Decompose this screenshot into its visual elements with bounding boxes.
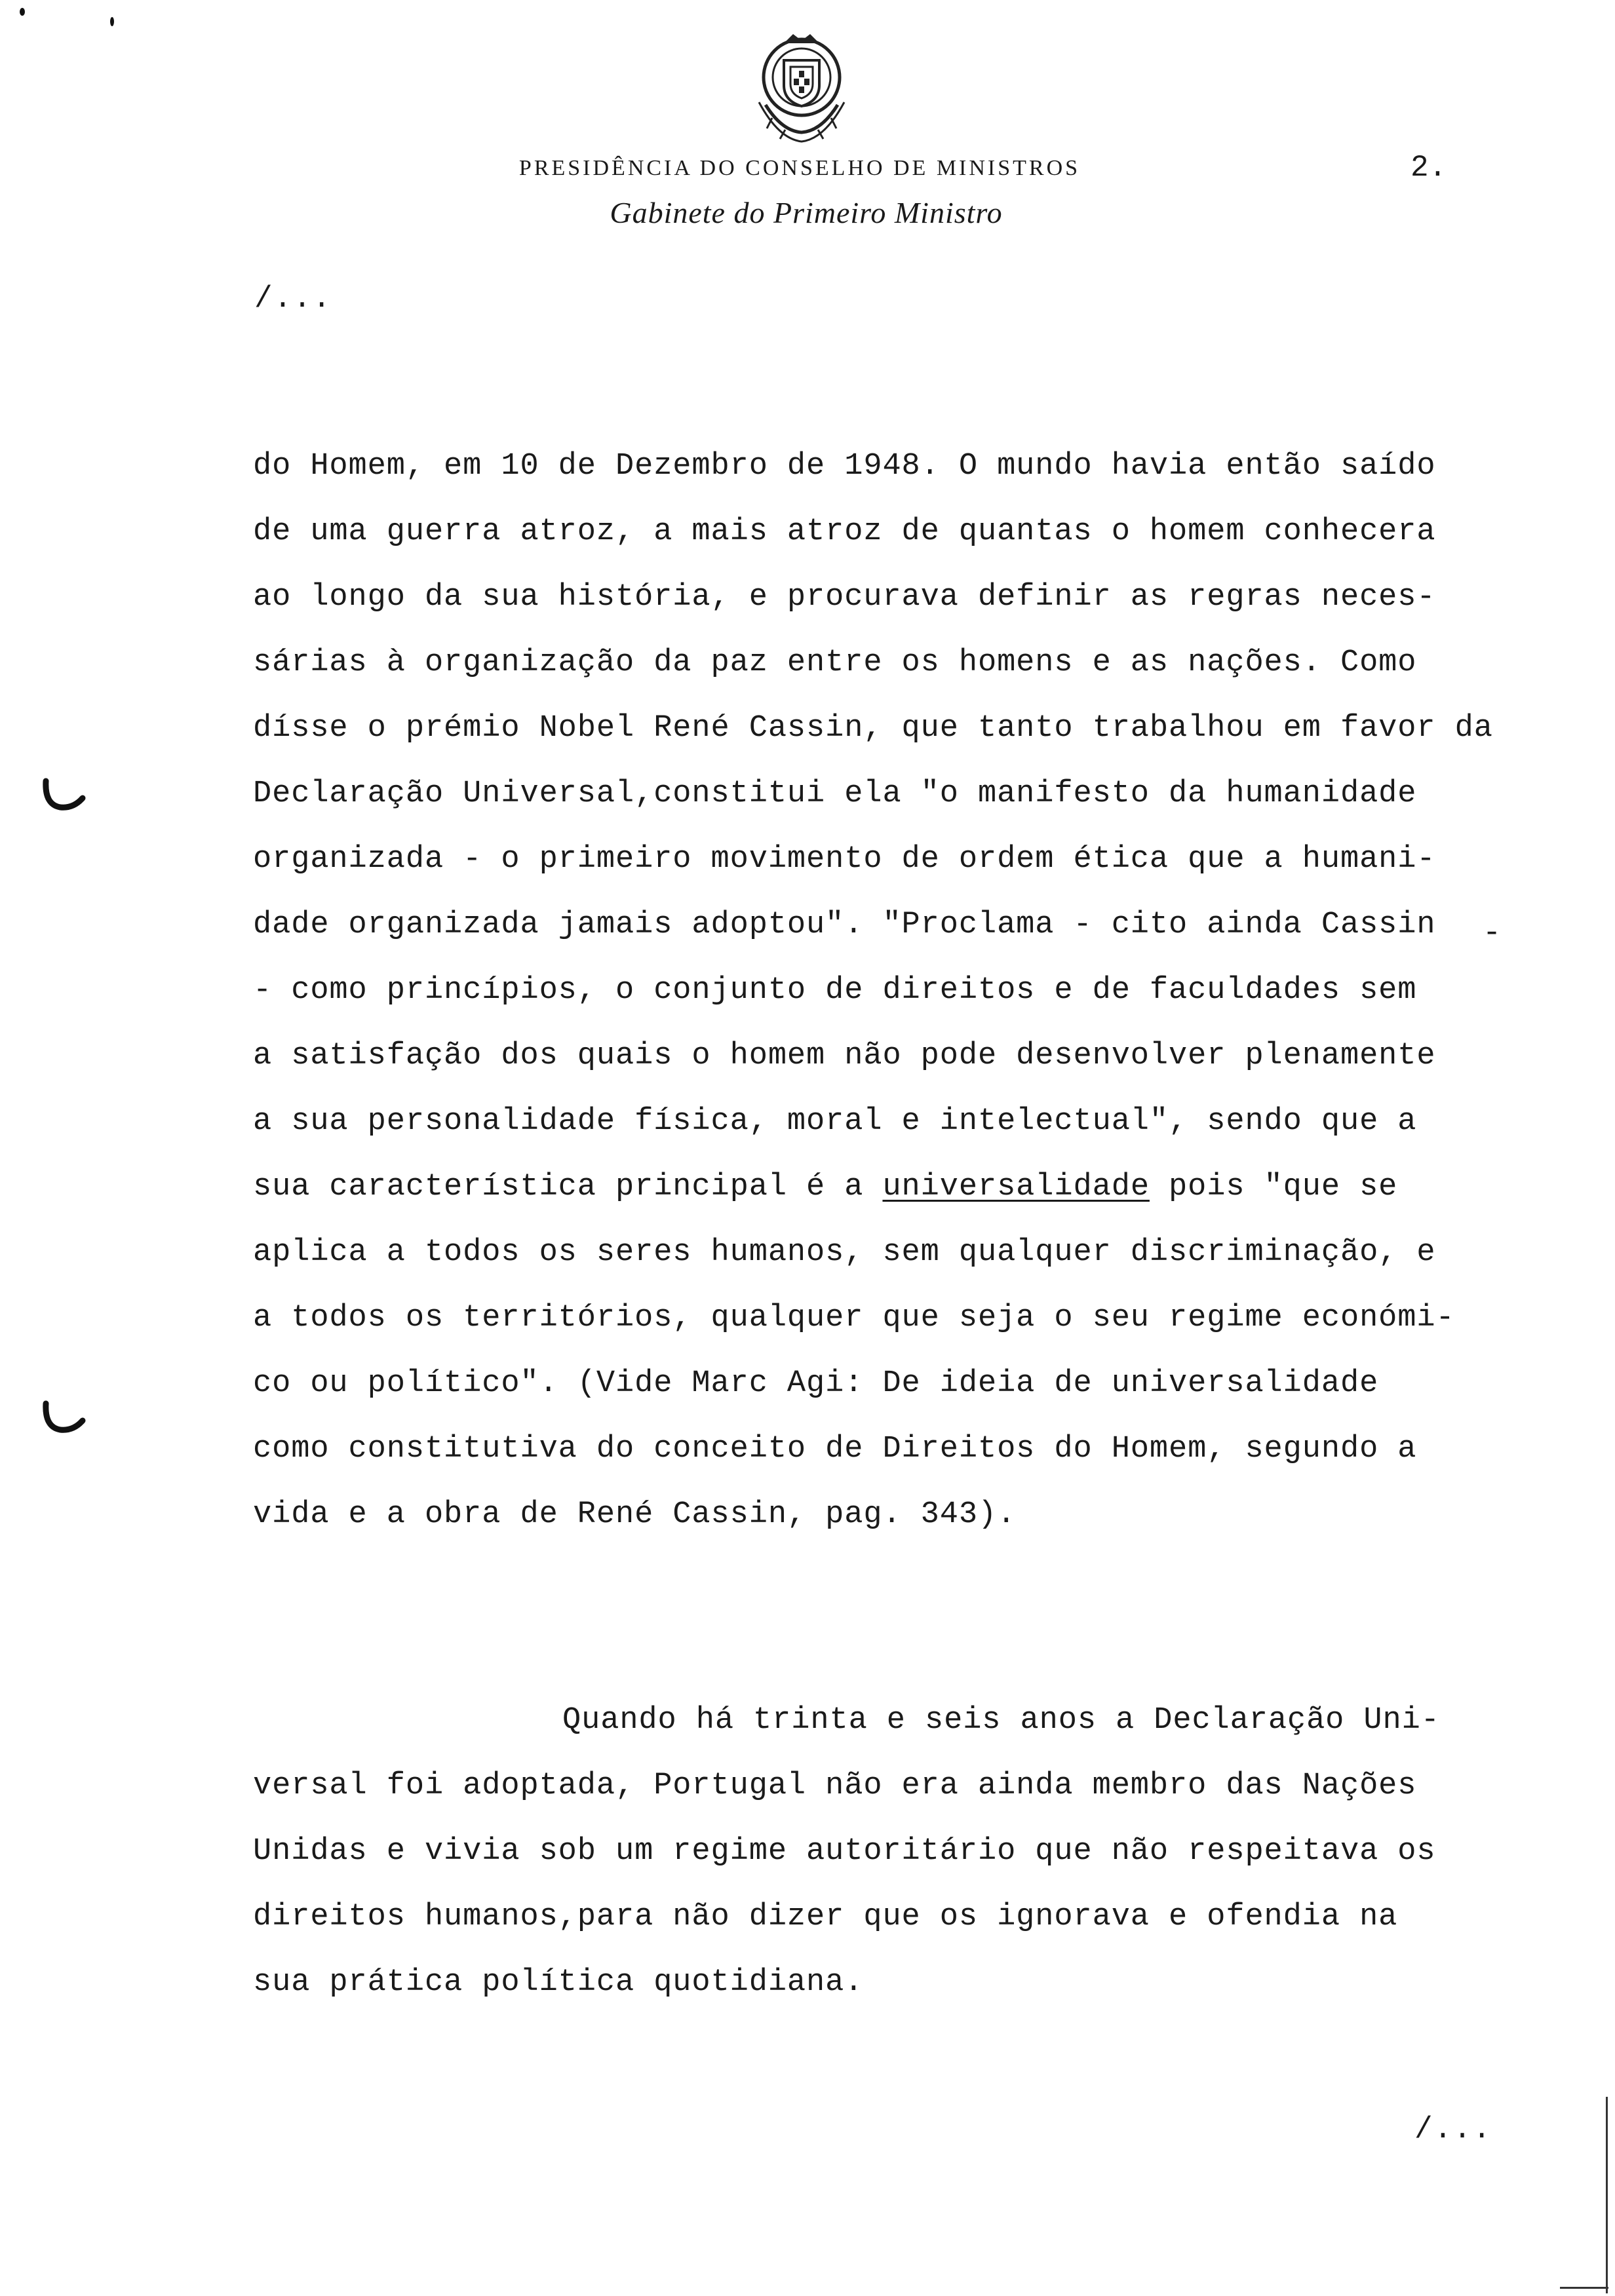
paragraph-1-line: organizada - o primeiro movimento de ordem ética que a humani- bbox=[253, 842, 1436, 877]
header-title: PRESIDÊNCIA DO CONSELHO DE MINISTROS bbox=[518, 156, 1081, 180]
paragraph-1-line: como constitutiva do conceito de Direitos do Homem, segundo a bbox=[253, 1432, 1417, 1466]
paragraph-2-line: versal foi adoptada, Portugal não era ainda membro das Nações bbox=[253, 1769, 1417, 1803]
checkmark-icon bbox=[41, 776, 87, 815]
paragraph-1-line: - como princípios, o conjunto de direitos e de faculdades sem bbox=[253, 973, 1417, 1008]
header-subtitle: Gabinete do Primeiro Ministro bbox=[610, 196, 1003, 229]
scan-speck bbox=[110, 17, 114, 26]
paragraph-2-line: Unidas e vivia sob um regime autoritário que não respeitava os bbox=[253, 1834, 1436, 1869]
paragraph-1-line: a sua personalidade física, moral e intelectual", sendo que a bbox=[253, 1104, 1417, 1139]
paragraph-1-line: dade organizada jamais adoptou". "Proclama - cito ainda Cassin bbox=[253, 908, 1436, 942]
paragraph-1-line: aplica a todos os seres humanos, sem qualquer discriminação, e bbox=[253, 1235, 1436, 1270]
paragraph-1-line: ao longo da sua história, e procurava definir as regras neces- bbox=[253, 580, 1436, 615]
paragraph-1-line: sárias à organização da paz entre os homens e as nações. Como bbox=[253, 645, 1417, 680]
page-number: 2. bbox=[1411, 151, 1447, 185]
continuation-mark-bottom: /... bbox=[1414, 2113, 1492, 2147]
paragraph-2-line: direitos humanos,para não dizer que os ignorava e ofendia na bbox=[253, 1900, 1398, 1934]
paragraph-1-line-with-underline bbox=[253, 1172, 1397, 1202]
paragraph-1-line: a satisfação dos quais o homem não pode desenvolver plenamente bbox=[253, 1039, 1436, 1073]
paragraph-1-line: dísse o prémio Nobel René Cassin, que tanto trabalhou em favor da bbox=[253, 711, 1493, 746]
paragraph-2-line: sua prática política quotidiana. bbox=[253, 1965, 864, 2000]
page-edge-line bbox=[1606, 2097, 1608, 2293]
paragraph-1-line: de uma guerra atroz, a mais atroz de quantas o homem conhecera bbox=[253, 514, 1436, 549]
paragraph-1-line: vida e a obra de René Cassin, pag. 343). bbox=[253, 1497, 1017, 1532]
paragraph-2-line: Quando há trinta e seis anos a Declaração Uni- bbox=[562, 1703, 1440, 1738]
continuation-mark-top: /... bbox=[254, 282, 332, 316]
paragraph-1-line: do Homem, em 10 de Dezembro de 1948. O mundo havia então saído bbox=[253, 449, 1436, 484]
coat-of-arms-seal bbox=[733, 20, 870, 151]
line-text: sua característica principal é a bbox=[253, 1170, 883, 1204]
line-text: pois "que se bbox=[1149, 1170, 1398, 1204]
paragraph-1-line: co ou político". (Vide Marc Agi: De ideia de universalidade bbox=[253, 1366, 1379, 1401]
margin-dash: - bbox=[1483, 916, 1502, 951]
checkmark-icon bbox=[41, 1398, 87, 1438]
paragraph-1-line: Declaração Universal,constitui ela "o manifesto da humanidade bbox=[253, 776, 1417, 811]
paragraph-1-line: a todos os territórios, qualquer que seja o seu regime económi- bbox=[253, 1301, 1455, 1335]
scan-speck bbox=[20, 8, 25, 16]
underlined-word: universalidade bbox=[882, 1170, 1150, 1204]
page-edge-line bbox=[1560, 2287, 1608, 2289]
